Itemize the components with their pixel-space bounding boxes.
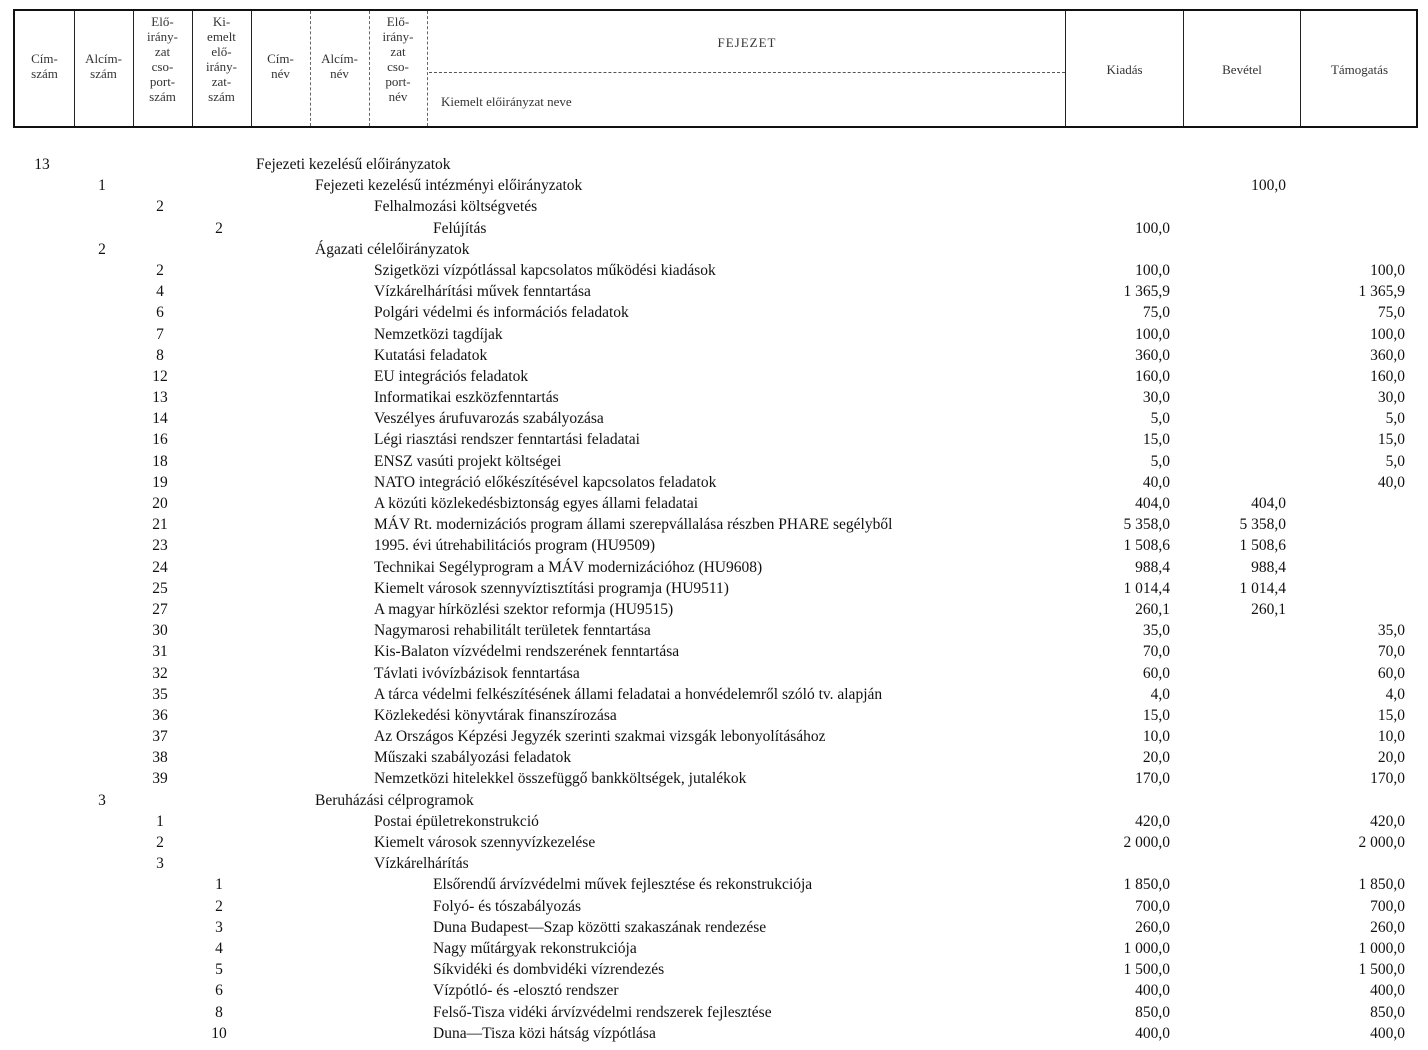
kiemelt-eloiranyzat-szam-cell: 3 (215, 918, 223, 936)
kiadas-cell: 1 365,9 (1123, 283, 1170, 301)
bevetel-cell: 1 014,4 (1239, 579, 1286, 597)
table-row (0, 281, 1428, 302)
kiadas-cell: 5 358,0 (1123, 516, 1170, 534)
table-row (0, 747, 1428, 768)
kiadas-cell: 40,0 (1142, 473, 1170, 491)
header-divider (427, 11, 428, 126)
tamogatas-cell: 40,0 (1377, 473, 1405, 491)
item-name-cell: 1995. évi útrehabilitációs program (HU9509) (374, 537, 656, 555)
kiadas-cell: 360,0 (1135, 346, 1170, 364)
kiadas-cell: 1 508,6 (1123, 537, 1170, 555)
item-name-cell: Nagy műtárgyak rekonstrukciója (433, 939, 637, 957)
kiemelt-eloiranyzat-szam-cell: 8 (215, 1003, 223, 1021)
table-row (0, 1023, 1428, 1044)
table-row (0, 451, 1428, 472)
alcim-szam-cell: 3 (98, 791, 106, 809)
alcim-szam-cell: 1 (98, 177, 106, 195)
item-name-cell: Az Országos Képzési Jegyzék szerinti szakmai vizsgák lebonyolításához (374, 728, 826, 746)
item-name-cell: Postai épületrekonstrukció (374, 812, 539, 830)
tamogatas-cell: 100,0 (1370, 325, 1405, 343)
table-row (0, 832, 1428, 853)
item-name-cell: Műszaki szabályozási feladatok (374, 749, 572, 767)
tamogatas-cell: 1 000,0 (1358, 939, 1405, 957)
header-kiemelt-eloiranyzat-szam: Ki- emelt elő- irány- zat- szám (205, 14, 238, 104)
eloiranyzat-csoport-szam-cell: 20 (152, 495, 168, 512)
header-bevetel: Bevétel (1222, 62, 1262, 77)
table-row (0, 853, 1428, 874)
bevetel-cell: 5 358,0 (1239, 516, 1286, 534)
item-name-cell: Technikai Segélyprogram a MÁV modernizációhoz (HU9608) (374, 558, 763, 576)
tamogatas-cell: 850,0 (1370, 1003, 1405, 1021)
tamogatas-cell: 10,0 (1377, 728, 1405, 746)
eloiranyzat-csoport-szam-cell: 31 (152, 643, 168, 661)
table-row (0, 790, 1428, 811)
header-alcim-nev: Alcím- név (321, 51, 358, 81)
table-row (0, 514, 1428, 535)
table-row (0, 705, 1428, 726)
table-row (0, 726, 1428, 747)
tamogatas-cell: 70,0 (1377, 643, 1405, 661)
header-cim-szam: Cím- szám (31, 51, 58, 81)
item-name-cell: ENSZ vasúti projekt költségei (374, 452, 562, 470)
header-cim-nev: Cím- név (267, 51, 294, 81)
table-row (0, 874, 1428, 895)
header-kiadas: Kiadás (1106, 62, 1143, 77)
table-row (0, 472, 1428, 493)
eloiranyzat-csoport-szam-cell: 3 (156, 855, 164, 873)
tamogatas-cell: 2 000,0 (1358, 834, 1405, 851)
item-name-cell: Vízkárelhárítás (374, 855, 469, 873)
table-row (0, 175, 1428, 196)
tamogatas-cell: 1 500,0 (1358, 961, 1405, 979)
bevetel-cell: 1 508,6 (1239, 537, 1286, 555)
eloiranyzat-csoport-szam-cell: 8 (156, 346, 164, 364)
table-row (0, 535, 1428, 556)
item-name-cell: Távlati ivóvízbázisok fenntartása (374, 664, 580, 682)
item-name-cell: Fejezeti kezelésű intézményi előirányzatok (315, 177, 583, 195)
item-name-cell: Vízkárelhárítási művek fenntartása (374, 283, 591, 301)
kiemelt-eloiranyzat-szam-cell: 6 (215, 982, 223, 1000)
tamogatas-cell: 420,0 (1370, 812, 1405, 830)
item-name-cell: Nemzetközi tagdíjak (374, 325, 503, 343)
eloiranyzat-csoport-szam-cell: 32 (152, 664, 168, 682)
item-name-cell: Beruházási célprogramok (315, 791, 474, 809)
table-row (0, 578, 1428, 599)
table-row (0, 1002, 1428, 1023)
eloiranyzat-csoport-szam-cell: 2 (156, 834, 164, 851)
item-name-cell: EU integrációs feladatok (374, 367, 529, 385)
kiemelt-eloiranyzat-szam-cell: 10 (211, 1024, 227, 1042)
kiadas-cell: 75,0 (1142, 304, 1170, 322)
kiemelt-eloiranyzat-szam-cell: 2 (215, 897, 223, 915)
kiemelt-eloiranyzat-szam-cell: 2 (215, 219, 223, 237)
eloiranyzat-csoport-szam-cell: 18 (152, 452, 168, 470)
kiadas-cell: 60,0 (1142, 664, 1170, 682)
item-name-cell: Nagymarosi rehabilitált területek fenntartása (374, 622, 651, 640)
item-name-cell: MÁV Rt. modernizációs program állami szerepvállalása részben PHARE segélyből (374, 516, 893, 534)
kiemelt-eloiranyzat-szam-cell: 5 (215, 961, 223, 979)
table-row (0, 917, 1428, 938)
kiadas-cell: 10,0 (1142, 728, 1170, 746)
kiadas-cell: 20,0 (1142, 749, 1170, 767)
eloiranyzat-csoport-szam-cell: 24 (152, 558, 168, 576)
header-fejezet-divider (429, 72, 1065, 73)
tamogatas-cell: 160,0 (1370, 367, 1405, 385)
item-name-cell: Fejezeti kezelésű előirányzatok (256, 156, 451, 173)
tamogatas-cell: 260,0 (1370, 918, 1405, 936)
table-header (13, 9, 1418, 128)
item-name-cell: Duna—Tisza közi hátság vízpótlása (433, 1024, 656, 1042)
bevetel-cell: 988,4 (1251, 558, 1286, 576)
item-name-cell: Nemzetközi hitelekkel összefüggő bankköltségek, jutalékok (374, 770, 747, 788)
table-row (0, 196, 1428, 217)
tamogatas-cell: 170,0 (1370, 770, 1405, 788)
item-name-cell: Kutatási feladatok (374, 346, 488, 364)
header-eloiranyzat-csoport-nev: Elő- irány- zat cso- port- név (382, 14, 414, 104)
item-name-cell: A magyar hírközlési szektor reformja (HU9515) (374, 600, 674, 618)
tamogatas-cell: 400,0 (1370, 1024, 1405, 1042)
table-row (0, 387, 1428, 408)
eloiranyzat-csoport-szam-cell: 36 (152, 706, 168, 724)
item-name-cell: Szigetközi vízpótlással kapcsolatos működési kiadások (374, 261, 716, 279)
tamogatas-cell: 1 365,9 (1358, 283, 1405, 301)
eloiranyzat-csoport-szam-cell: 6 (156, 304, 164, 322)
kiadas-cell: 35,0 (1142, 622, 1170, 640)
tamogatas-cell: 5,0 (1385, 452, 1405, 470)
header-tamogatas: Támogatás (1330, 62, 1389, 77)
item-name-cell: Veszélyes árufuvarozás szabályozása (374, 410, 604, 428)
kiadas-cell: 260,1 (1135, 600, 1170, 618)
kiadas-cell: 5,0 (1150, 452, 1170, 470)
item-name-cell: A tárca védelmi felkészítésének állami feladatai a honvédelemről szóló tv. alapján (374, 685, 883, 703)
table-row (0, 599, 1428, 620)
item-name-cell: Ágazati célelőirányzatok (315, 240, 470, 258)
kiadas-cell: 700,0 (1135, 897, 1170, 915)
item-name-cell: Elsőrendű árvízvédelmi művek fejlesztése és rekonstrukciója (433, 876, 813, 894)
eloiranyzat-csoport-szam-cell: 35 (152, 685, 168, 703)
table-row (0, 684, 1428, 705)
item-name-cell: NATO integráció előkészítésével kapcsolatos feladatok (374, 473, 717, 491)
kiadas-cell: 70,0 (1142, 643, 1170, 661)
kiadas-cell: 15,0 (1142, 431, 1170, 449)
eloiranyzat-csoport-szam-cell: 38 (152, 749, 168, 767)
tamogatas-cell: 15,0 (1377, 706, 1405, 724)
kiadas-cell: 100,0 (1135, 325, 1170, 343)
eloiranyzat-csoport-szam-cell: 37 (152, 728, 168, 746)
tamogatas-cell: 60,0 (1377, 664, 1405, 682)
kiadas-cell: 850,0 (1135, 1003, 1170, 1021)
tamogatas-cell: 4,0 (1385, 685, 1405, 703)
item-name-cell: Folyó- és tószabályozás (433, 897, 582, 915)
table-row (0, 620, 1428, 641)
item-name-cell: Felső-Tisza vidéki árvízvédelmi rendszerek fejlesztése (433, 1003, 772, 1021)
eloiranyzat-csoport-szam-cell: 19 (152, 473, 168, 491)
item-name-cell: Felújítás (433, 219, 487, 237)
table-row (0, 938, 1428, 959)
table-row (0, 557, 1428, 578)
header-alcim-szam: Alcím- szám (85, 51, 122, 81)
kiadas-cell: 1 500,0 (1123, 961, 1170, 979)
eloiranyzat-csoport-szam-cell: 13 (152, 389, 168, 407)
table-body (0, 154, 1428, 1044)
table-row (0, 811, 1428, 832)
bevetel-cell: 260,1 (1251, 600, 1286, 618)
eloiranyzat-csoport-szam-cell: 1 (156, 812, 164, 830)
eloiranyzat-csoport-szam-cell: 2 (156, 261, 164, 279)
tamogatas-cell: 20,0 (1377, 749, 1405, 767)
item-name-cell: Informatikai eszközfenntartás (374, 389, 559, 407)
item-name-cell: A közúti közlekedésbiztonság egyes állami feladatai (374, 495, 699, 512)
item-name-cell: Felhalmozási költségvetés (374, 198, 538, 216)
table-row (0, 641, 1428, 662)
table-row (0, 493, 1428, 514)
tamogatas-cell: 30,0 (1377, 389, 1405, 407)
tamogatas-cell: 360,0 (1370, 346, 1405, 364)
table-row (0, 302, 1428, 323)
item-name-cell: Vízpótló- és -elosztó rendszer (433, 982, 619, 1000)
item-name-cell: Közlekedési könyvtárak finanszírozása (374, 706, 617, 724)
kiadas-cell: 420,0 (1135, 812, 1170, 830)
kiadas-cell: 404,0 (1135, 495, 1170, 512)
kiadas-cell: 170,0 (1135, 770, 1170, 788)
header-eloiranyzat-csoport-szam: Elő- irány- zat cso- port- szám (146, 14, 179, 104)
item-name-cell: Kiemelt városok szennyvíztisztítási programja (HU9511) (374, 579, 729, 597)
alcim-szam-cell: 2 (98, 240, 106, 258)
kiadas-cell: 1 000,0 (1123, 939, 1170, 957)
tamogatas-cell: 400,0 (1370, 982, 1405, 1000)
table-row (0, 896, 1428, 917)
table-row (0, 429, 1428, 450)
kiadas-cell: 15,0 (1142, 706, 1170, 724)
tamogatas-cell: 100,0 (1370, 261, 1405, 279)
eloiranyzat-csoport-szam-cell: 25 (152, 579, 168, 597)
kiemelt-eloiranyzat-szam-cell: 4 (215, 939, 223, 957)
table-row (0, 366, 1428, 387)
kiadas-cell: 30,0 (1142, 389, 1170, 407)
table-row (0, 239, 1428, 260)
eloiranyzat-csoport-szam-cell: 27 (152, 600, 168, 618)
table-row (0, 663, 1428, 684)
table-row (0, 324, 1428, 345)
table-row (0, 980, 1428, 1001)
item-name-cell: Duna Budapest—Szap közötti szakaszának rendezése (433, 918, 767, 936)
kiadas-cell: 1 014,4 (1123, 579, 1170, 597)
item-name-cell: Kiemelt városok szennyvízkezelése (374, 834, 596, 851)
table-row (0, 154, 1428, 175)
kiemelt-eloiranyzat-szam-cell: 1 (215, 876, 223, 894)
tamogatas-cell: 1 850,0 (1358, 876, 1405, 894)
tamogatas-cell: 35,0 (1377, 622, 1405, 640)
eloiranyzat-csoport-szam-cell: 39 (152, 770, 168, 788)
kiadas-cell: 160,0 (1135, 367, 1170, 385)
tamogatas-cell: 75,0 (1377, 304, 1405, 322)
eloiranyzat-csoport-szam-cell: 30 (152, 622, 168, 640)
header-kiemelt-eloiranyzat-neve: Kiemelt előirányzat neve (441, 94, 572, 109)
kiadas-cell: 400,0 (1135, 982, 1170, 1000)
header-fejezet: FEJEZET (717, 35, 777, 50)
kiadas-cell: 4,0 (1150, 685, 1170, 703)
eloiranyzat-csoport-szam-cell: 16 (152, 431, 168, 449)
kiadas-cell: 2 000,0 (1123, 834, 1170, 851)
cim-szam-cell: 13 (34, 156, 50, 173)
tamogatas-cell: 5,0 (1385, 410, 1405, 428)
item-name-cell: Légi riasztási rendszer fenntartási feladatai (374, 431, 640, 449)
table-row (0, 345, 1428, 366)
eloiranyzat-csoport-szam-cell: 23 (152, 537, 168, 555)
eloiranyzat-csoport-szam-cell: 7 (156, 325, 164, 343)
item-name-cell: Kis-Balaton vízvédelmi rendszerének fenntartása (374, 643, 680, 661)
bevetel-cell: 100,0 (1251, 177, 1286, 195)
table-row (0, 218, 1428, 239)
kiadas-cell: 260,0 (1135, 918, 1170, 936)
kiadas-cell: 1 850,0 (1123, 876, 1170, 894)
table-row (0, 768, 1428, 789)
table-row (0, 408, 1428, 429)
eloiranyzat-csoport-szam-cell: 2 (156, 198, 164, 216)
eloiranyzat-csoport-szam-cell: 4 (156, 283, 164, 301)
eloiranyzat-csoport-szam-cell: 12 (152, 367, 168, 385)
item-name-cell: Polgári védelmi és információs feladatok (374, 304, 629, 322)
bevetel-cell: 404,0 (1251, 495, 1286, 512)
table-row (0, 959, 1428, 980)
kiadas-cell: 100,0 (1135, 219, 1170, 237)
kiadas-cell: 5,0 (1150, 410, 1170, 428)
kiadas-cell: 988,4 (1135, 558, 1170, 576)
eloiranyzat-csoport-szam-cell: 14 (152, 410, 168, 428)
kiadas-cell: 100,0 (1135, 261, 1170, 279)
eloiranyzat-csoport-szam-cell: 21 (152, 516, 168, 534)
kiadas-cell: 400,0 (1135, 1024, 1170, 1042)
tamogatas-cell: 700,0 (1370, 897, 1405, 915)
item-name-cell: Síkvidéki és dombvidéki vízrendezés (433, 961, 665, 979)
tamogatas-cell: 15,0 (1377, 431, 1405, 449)
table-row (0, 260, 1428, 281)
